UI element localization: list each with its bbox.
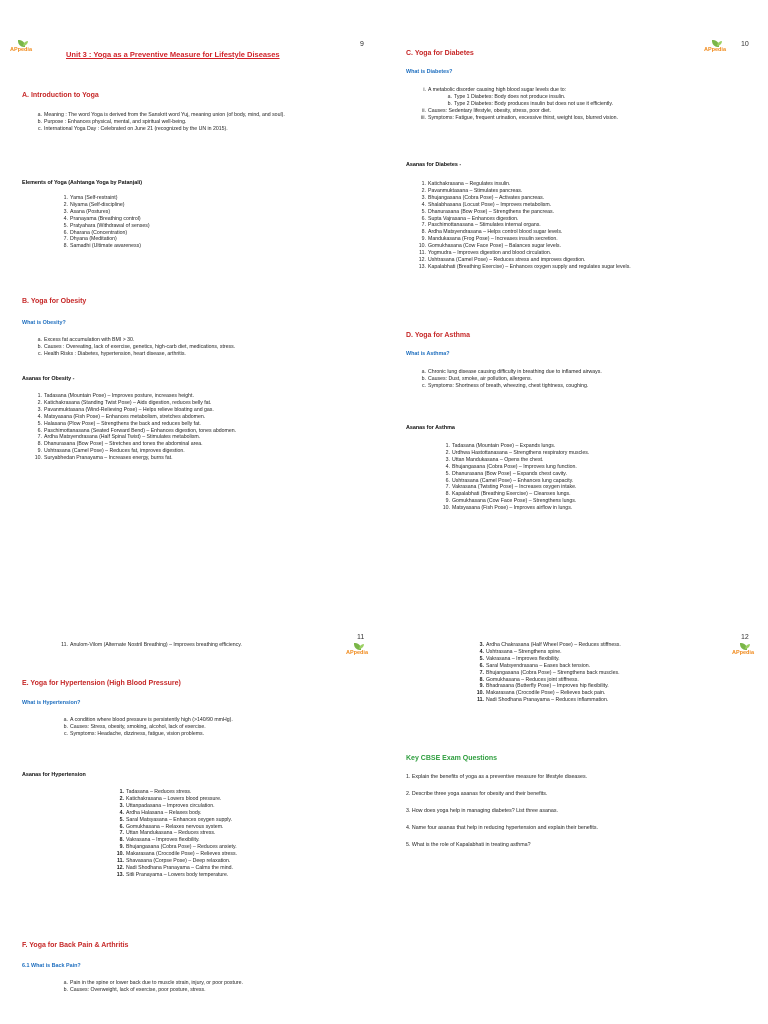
list-marker: 4. (421, 201, 426, 208)
list-marker: 13. (418, 263, 426, 270)
list-item (477, 697, 726, 704)
list-item-text: Vakrasana – Improves flexibility. (126, 837, 200, 844)
list-item (421, 236, 758, 243)
list-item-text: Makarasana (Crocodile Pose) – Relieves stress. (126, 851, 237, 858)
exam-question: 3. How does yoga help in managing diabetes? List three asanas. (406, 808, 558, 814)
list-item (116, 864, 366, 872)
list-marker: 2. (37, 399, 42, 406)
list-marker: 4. (37, 413, 42, 420)
carry-over-list (61, 642, 350, 649)
list-marker: b. (447, 100, 452, 107)
list-item-text: Pain in the spine or lower back due to muscle strain, injury, or poor posture. (70, 980, 243, 986)
appedia-logo: APpedia (346, 643, 372, 659)
list-item (445, 470, 752, 478)
list-item (37, 399, 364, 407)
list-item (447, 100, 758, 108)
elements-heading: Elements of Yoga (Ashtanga Yoga by Patanjali) (22, 180, 143, 186)
section-heading-e: E. Yoga for Hypertension (High Blood Pressure) (22, 680, 181, 687)
page-12 (384, 512, 768, 1024)
list-item (37, 337, 362, 344)
list-item (421, 222, 758, 229)
section-heading-f: F. Yoga for Back Pain & Arthritis (22, 942, 129, 949)
list-item (37, 406, 364, 414)
back-pain-list (63, 980, 370, 994)
list-item (479, 676, 726, 684)
diabetes-list (421, 87, 758, 122)
list-item (421, 201, 758, 209)
list-marker: 3. (445, 456, 450, 463)
list-marker: 9. (119, 844, 124, 851)
list-marker: 6. (445, 477, 450, 484)
list-marker: 7. (479, 669, 484, 676)
list-item (63, 986, 370, 994)
list-marker: a. (421, 369, 426, 375)
list-item-text: Supta Vajrasana – Enhances digestion. (428, 215, 519, 222)
list-item-text: Makarasana (Crocodile Pose) – Relieves back pain. (486, 690, 606, 697)
appedia-logo: APpedia (704, 40, 730, 56)
list-marker: 2. (119, 795, 124, 802)
list-marker: b. (63, 986, 68, 993)
section-heading-a: A. Introduction to Yoga (22, 92, 99, 99)
asthma-list (421, 369, 758, 390)
list-item-text: Paschimottanasana – Stimulates internal organs. (428, 222, 541, 229)
list-item-text: Causes: Stress, obesity, smoking, alcohol, lack of exercise. (70, 723, 206, 730)
list-item-text: Nadi Shodhana Pranayama – Calms the mind. (126, 864, 233, 871)
list-item-text: Causes : Overeating, lack of exercise, genetics, high-carb diet, medications, stress. (44, 343, 236, 350)
appedia-logo: APpedia (10, 40, 36, 56)
list-item (479, 669, 726, 677)
list-item-text: Shalabhasana (Locust Pose) – Improves metabolism. (428, 201, 552, 208)
page-11 (0, 512, 384, 1024)
list-item-text: Ardha Chakrasana (Half Wheel Pose) – Reduces stiffness. (486, 642, 621, 648)
list-marker: 2. (63, 201, 68, 208)
unit-title: Unit 3 : Yoga as a Preventive Measure for Lifestyle Diseases (66, 50, 280, 59)
section-heading-b: B. Yoga for Obesity (22, 298, 87, 305)
list-item-text: Kapalabhati (Breathing Exercise) – Enhances oxygen supply and regulates sugar levels. (428, 263, 631, 270)
list-item (63, 201, 350, 209)
asanas-obesity-list (34, 393, 364, 462)
asanas-hypertension-heading: Asanas for Hypertension (22, 772, 86, 778)
list-marker: 5. (119, 816, 124, 823)
list-item (117, 858, 366, 865)
list-item-text: International Yoga Day : Celebrated on June 21 (recognized by the UN in 2015). (44, 125, 228, 132)
list-marker: 7. (421, 222, 426, 229)
page-number: 9 (360, 41, 364, 48)
list-item-text: Chronic lung disease causing difficulty in breathing due to inflamed airways. (428, 369, 602, 375)
list-marker: 8. (63, 243, 68, 250)
list-item (63, 723, 360, 731)
list-item-text: Urdhwa Hastottanasana – Strengthens respiratory muscles. (452, 449, 590, 456)
list-item (63, 980, 370, 987)
what-is-obesity: What is Obesity? (22, 320, 66, 326)
list-item-text: Niyama (Self-discipline) (70, 201, 125, 208)
list-item-text: A condition where blood pressure is persistently high (>140/90 mmHg). (70, 717, 233, 723)
list-item (37, 413, 364, 421)
list-item-text: Bhujangasana (Cobra Pose) – Reduces anxiety. (126, 844, 237, 851)
asanas-asthma-list (442, 443, 752, 512)
list-item (63, 236, 350, 243)
list-item-text: Yama (Self-restraint) (70, 195, 118, 201)
list-marker: b. (63, 723, 68, 730)
list-item (37, 393, 364, 400)
list-item (63, 730, 360, 738)
list-marker: 6. (63, 229, 68, 236)
list-marker: c. (421, 382, 426, 389)
list-item (37, 427, 364, 435)
list-marker: 9. (421, 236, 426, 243)
list-item-text: Sitli Pranayama – Lowers body temperature. (126, 871, 229, 878)
page-10 (384, 0, 768, 512)
list-marker: 9. (445, 498, 450, 505)
list-item-text: Vakrasana (Twisting Pose) – Increases oxygen intake. (452, 484, 577, 491)
list-marker: 8. (445, 491, 450, 498)
list-item-text: Gomukhasana – Reduces joint stiffness. (486, 676, 579, 683)
list-marker: 5. (445, 470, 450, 477)
list-marker: 9. (479, 683, 484, 690)
list-item-text: Saral Matsyendrasana – Eases back tension. (486, 662, 591, 669)
list-item-text: Anulom-Vilom (Alternate Nostril Breathing) – Improves breathing efficiency. (70, 642, 242, 648)
list-item-text: Mandukasana (Frog Pose) – Increases insulin secretion. (428, 236, 558, 243)
list-item (445, 498, 752, 505)
list-marker: 5. (479, 655, 484, 662)
list-item-text: Uttan Mandukasana – Reduces stress. (126, 830, 216, 837)
list-marker: 4. (445, 463, 450, 470)
list-marker: 10. (418, 243, 426, 250)
list-item-text: Dhyana (Meditation) (70, 236, 117, 243)
list-item (119, 823, 366, 831)
list-marker: 3. (63, 208, 68, 215)
list-marker: iii. (421, 114, 426, 121)
list-item (445, 477, 752, 485)
list-item-text: Causes: Overweight, lack of exercise, poor posture, stress. (70, 986, 206, 993)
list-item-text: Ardha Matsyendrasana (Half Spinal Twist) – Stimulates metabolism. (44, 434, 201, 441)
list-item-text: Dharana (Concentration) (70, 229, 128, 236)
questions-list (406, 774, 756, 859)
list-marker: 12. (418, 256, 426, 263)
list-marker: 8. (37, 441, 42, 448)
list-item (418, 243, 758, 250)
list-item-text: Type 2 Diabetes: Body produces insulin but does not use it efficiently. (454, 100, 613, 107)
list-item-text: Causes: Dust, smoke, air pollution, allergens. (428, 375, 533, 382)
asanas-obesity-heading: Asanas for Obesity - (22, 376, 75, 382)
list-marker: 13. (116, 871, 124, 878)
list-item-text: Ardha Matsyendrasana – Helps control blood sugar levels. (428, 229, 563, 236)
list-marker: 1. (63, 195, 68, 201)
list-item-text: Uttanpadasana – Improves circulation. (126, 802, 215, 809)
key-questions-heading: Key CBSE Exam Questions (406, 755, 498, 762)
list-marker: 5. (421, 208, 426, 215)
list-marker: 11. (477, 697, 484, 704)
list-marker: ii. (422, 107, 426, 114)
list-item-text: Matsyasana (Fish Pose) – Enhances metabolism, stretches abdomen. (44, 413, 206, 420)
list-item-text: Nadi Shodhana Pranayama – Reduces inflammation. (486, 697, 609, 704)
list-item (421, 229, 758, 236)
obesity-list (37, 337, 362, 358)
list-item-text: Bhujangasana (Cobra Pose) – Activates pancreas. (428, 194, 545, 201)
list-item (119, 816, 366, 824)
list-marker: 2. (445, 449, 450, 456)
list-item-text: Ushtrasana (Camel Pose) – Reduces stress and improves digestion. (428, 256, 586, 263)
exam-question: 4. Name four asanas that help in reducing hypertension and explain their benefits. (406, 825, 598, 831)
list-item (418, 263, 758, 271)
list-marker: 5. (63, 222, 68, 229)
list-item (479, 662, 726, 670)
list-marker: a. (447, 93, 452, 100)
list-marker: 8. (421, 229, 426, 236)
list-item (37, 118, 362, 126)
list-marker: b. (37, 118, 42, 125)
list-item-text: Tadasana (Mountain Pose) – Expands lungs. (452, 443, 556, 449)
list-item-text: Dhanurasana (Bow Pose) – Strengthens the pancreas. (428, 208, 555, 215)
what-is-back-pain: 6.1 What is Back Pain? (22, 963, 81, 969)
list-item (421, 194, 758, 202)
page-number: 12 (741, 634, 749, 641)
list-item-text: Ardha Halasana – Relaxes body. (126, 809, 202, 816)
list-marker: a. (63, 980, 68, 986)
list-item-text: Type 1 Diabetes: Body does not produce insulin. (454, 93, 566, 100)
list-item-text: Vakrasana – Improves flexibility. (486, 655, 560, 662)
list-item (479, 683, 726, 690)
list-marker: a. (37, 337, 42, 343)
list-item (421, 181, 758, 188)
what-is-hypertension: What is Hypertension? (22, 700, 81, 706)
list-marker: b. (37, 343, 42, 350)
list-marker: 8. (479, 676, 484, 683)
intro-list (37, 112, 362, 133)
list-item (119, 802, 366, 810)
list-item-text: Katichakrasana (Standing Twist Pose) – Aids digestion, reduces belly fat. (44, 399, 212, 406)
list-item-text: Pranayama (Breathing control) (70, 215, 141, 222)
list-item (445, 443, 752, 450)
list-marker: 6. (119, 823, 124, 830)
list-item (442, 505, 752, 512)
list-item (119, 830, 366, 837)
list-item-text: Symptoms: Shortness of breath, wheezing, chest tightness, coughing. (428, 382, 589, 389)
list-item (63, 208, 350, 216)
list-item-text: Ushtrasana – Strengthens spine. (486, 648, 562, 655)
list-item (421, 187, 758, 195)
list-item (479, 655, 726, 663)
list-item (479, 642, 726, 649)
list-item (63, 195, 350, 202)
exam-question: 1. Explain the benefits of yoga as a preventive measure for lifestyle diseases. (406, 774, 588, 780)
list-item-text: Pratyahara (Withdrawal of senses) (70, 222, 150, 229)
list-item-text: Paschimottanasana (Seated Forward Bend) – Enhances digestion, tones abdomen. (44, 427, 237, 434)
list-item-text: Dhanurasana (Bow Pose) – Expands chest cavity. (452, 470, 567, 477)
what-is-diabetes: What is Diabetes? (406, 69, 453, 75)
list-item (476, 690, 726, 697)
list-item (445, 484, 752, 491)
page-number: 11 (357, 634, 365, 641)
hypertension-list (63, 717, 360, 738)
list-marker: 9. (37, 448, 42, 455)
list-item (119, 837, 366, 844)
list-marker: 1. (37, 393, 42, 399)
list-item-text: Shavasana (Corpse Pose) – Deep relaxation. (126, 858, 231, 865)
list-item (63, 229, 350, 237)
list-item (421, 382, 758, 390)
list-marker: 1. (445, 443, 450, 449)
list-item (37, 112, 362, 119)
list-item (418, 256, 758, 264)
list-item (445, 456, 752, 464)
list-marker: 3. (421, 194, 426, 201)
list-item-text: Purpose : Enhances physical, mental, and spiritual well-being. (44, 118, 187, 125)
list-item-text: Symptoms: Headache, dizziness, fatigue, vision problems. (70, 730, 205, 737)
list-item-text: Uttan Mandukasana – Opens the chest. (452, 456, 544, 463)
list-marker: i. (423, 87, 426, 93)
list-item-text: Bhujangasana (Cobra Pose) – Improves lung function. (452, 463, 577, 470)
list-marker: 4. (119, 809, 124, 816)
list-item-text: Symptoms: Fatigue, frequent urination, excessive thirst, weight loss, blurred vision. (428, 114, 619, 121)
list-item (37, 343, 362, 351)
what-is-asthma: What is Asthma? (406, 351, 450, 357)
list-marker: 10. (34, 455, 42, 462)
list-marker: c. (63, 730, 68, 737)
list-item (445, 449, 752, 457)
list-item (34, 455, 364, 462)
list-marker: 1. (421, 181, 426, 187)
list-item-text: Kapalabhati (Breathing Exercise) – Cleanses lungs. (452, 491, 571, 498)
list-item-text: Matsyasana (Fish Pose) – Improves airflow in lungs. (452, 505, 573, 512)
list-item-text: Saral Matsyasana – Enhances oxygen supply. (126, 816, 233, 823)
list-marker: 4. (479, 648, 484, 655)
list-item-text: Gomukhasana (Cow Face Pose) – Strengthens lungs. (452, 498, 577, 505)
list-item-text: Tadasana (Mountain Pose) – Improves posture, increases height. (44, 393, 194, 399)
list-item-text: Katichakrasana – Regulates insulin. (428, 181, 511, 187)
list-marker: 7. (63, 236, 68, 243)
list-item (37, 441, 364, 448)
asanas-asthma-heading: Asanas for Asthma (406, 425, 455, 431)
list-item (119, 795, 366, 803)
list-marker: a. (63, 717, 68, 723)
asanas-hypertension-list (116, 789, 366, 879)
list-item (119, 809, 366, 817)
list-item (445, 491, 752, 498)
list-item (422, 107, 758, 115)
list-item (116, 871, 366, 879)
list-item-text: Meaning : The word Yoga is derived from the Sanskrit word Yuj, meaning union (of body, mind, and soul). (44, 112, 285, 118)
page-number: 10 (741, 41, 749, 48)
list-item (423, 87, 758, 94)
list-item-text: Samadhi (Ultimate awareness) (70, 243, 141, 250)
list-item (63, 215, 350, 223)
list-item (63, 222, 350, 230)
elements-list (63, 195, 350, 250)
list-marker: 5. (37, 420, 42, 427)
list-item (116, 851, 366, 858)
list-item (119, 789, 366, 796)
list-item (61, 642, 350, 649)
list-marker: 6. (421, 215, 426, 222)
list-item (37, 420, 364, 428)
section-heading-c: C. Yoga for Diabetes (406, 50, 474, 57)
exam-question: 2. Describe three yoga asanas for obesity and their benefits. (406, 791, 548, 797)
list-item (119, 844, 366, 851)
list-marker: 1. (119, 789, 124, 795)
list-marker: 3. (119, 802, 124, 809)
list-item (447, 93, 758, 101)
list-item (63, 717, 360, 724)
list-marker: 10. (442, 505, 450, 512)
list-item (37, 448, 364, 455)
asanas-diabetes-list (418, 181, 758, 271)
list-item (421, 208, 758, 216)
list-marker: 12. (116, 864, 124, 871)
list-marker: c. (37, 350, 42, 357)
list-marker: 7. (445, 484, 450, 491)
list-item (37, 434, 364, 441)
list-item-text: Ushtrasana (Camel Pose) – Enhances lung capacity. (452, 477, 574, 484)
list-item-text: Pavanmuktasana (Wind-Relieving Pose) – Helps relieve bloating and gas. (44, 406, 214, 413)
list-marker: 11. (419, 250, 426, 257)
list-marker: 6. (479, 662, 484, 669)
list-item (479, 648, 726, 656)
list-marker: 7. (119, 830, 124, 837)
list-item (37, 350, 362, 358)
list-marker: 3. (37, 406, 42, 413)
list-item (421, 114, 758, 122)
list-marker: c. (37, 125, 42, 132)
page-9 (0, 0, 384, 512)
list-marker: a. (37, 112, 42, 118)
list-item-text: Bhujangasana (Cobra Pose) – Strengthens back muscles. (486, 669, 620, 676)
list-marker: 10. (476, 690, 484, 697)
list-marker: 7. (37, 434, 42, 441)
list-item-text: Causes: Sedentary lifestyle, obesity, stress, poor diet. (428, 107, 552, 114)
list-item-text: A metabolic disorder causing high blood sugar levels due to: (428, 87, 567, 93)
list-item-text: Asana (Postures) (70, 208, 111, 215)
appedia-logo: APpedia (732, 643, 758, 659)
list-marker: b. (421, 375, 426, 382)
list-marker: 4. (63, 215, 68, 222)
list-marker: 2. (421, 187, 426, 194)
list-item-text: Yogmudra – Improves digestion and blood circulation. (428, 250, 552, 257)
list-marker: 3. (479, 642, 484, 648)
list-item-text: Suryabhedan Pranayama – Increases energy, burns fat. (44, 455, 173, 462)
list-item (421, 369, 758, 376)
back-pain-asanas-list (476, 642, 726, 704)
asanas-diabetes-heading: Asanas for Diabetes - (406, 162, 462, 168)
list-item (37, 125, 362, 133)
list-item-text: Ushtrasana (Camel Pose) – Reduces fat, improves digestion. (44, 448, 185, 455)
list-item (421, 375, 758, 383)
list-marker: 6. (37, 427, 42, 434)
list-item (419, 250, 758, 257)
list-marker: 11. (61, 642, 68, 648)
list-item-text: Bhadrasana (Butterfly Pose) – Improves hip flexibility. (486, 683, 609, 690)
list-marker: 11. (117, 858, 124, 865)
list-item-text: Health Risks : Diabetes, hypertension, heart disease, arthritis. (44, 350, 186, 357)
list-item-text: Gomukhasana (Cow Face Pose) – Balances sugar levels. (428, 243, 561, 250)
list-item (63, 243, 350, 250)
list-item-text: Pavanmuktasana – Stimulates pancreas. (428, 187, 523, 194)
list-item-text: Dhanurasana (Bow Pose) – Stretches and tones the abdominal area. (44, 441, 203, 448)
list-marker: 8. (119, 837, 124, 844)
list-item-text: Tadasana – Reduces stress. (126, 789, 192, 795)
list-item (421, 215, 758, 223)
list-item-text: Excess fat accumulation with BMI > 30. (44, 337, 135, 343)
list-item (445, 463, 752, 471)
list-item-text: Halasana (Plow Pose) – Strengthens the back and reduces belly fat. (44, 420, 201, 427)
exam-question: 5. What is the role of Kapalabhati in treating asthma? (406, 842, 531, 848)
list-item-text: Katichakrasana – Lowers blood pressure. (126, 795, 222, 802)
section-heading-d: D. Yoga for Asthma (406, 332, 471, 339)
list-item-text: Gomukhasana – Relaxes nervous system. (126, 823, 224, 830)
list-marker: 10. (116, 851, 124, 858)
